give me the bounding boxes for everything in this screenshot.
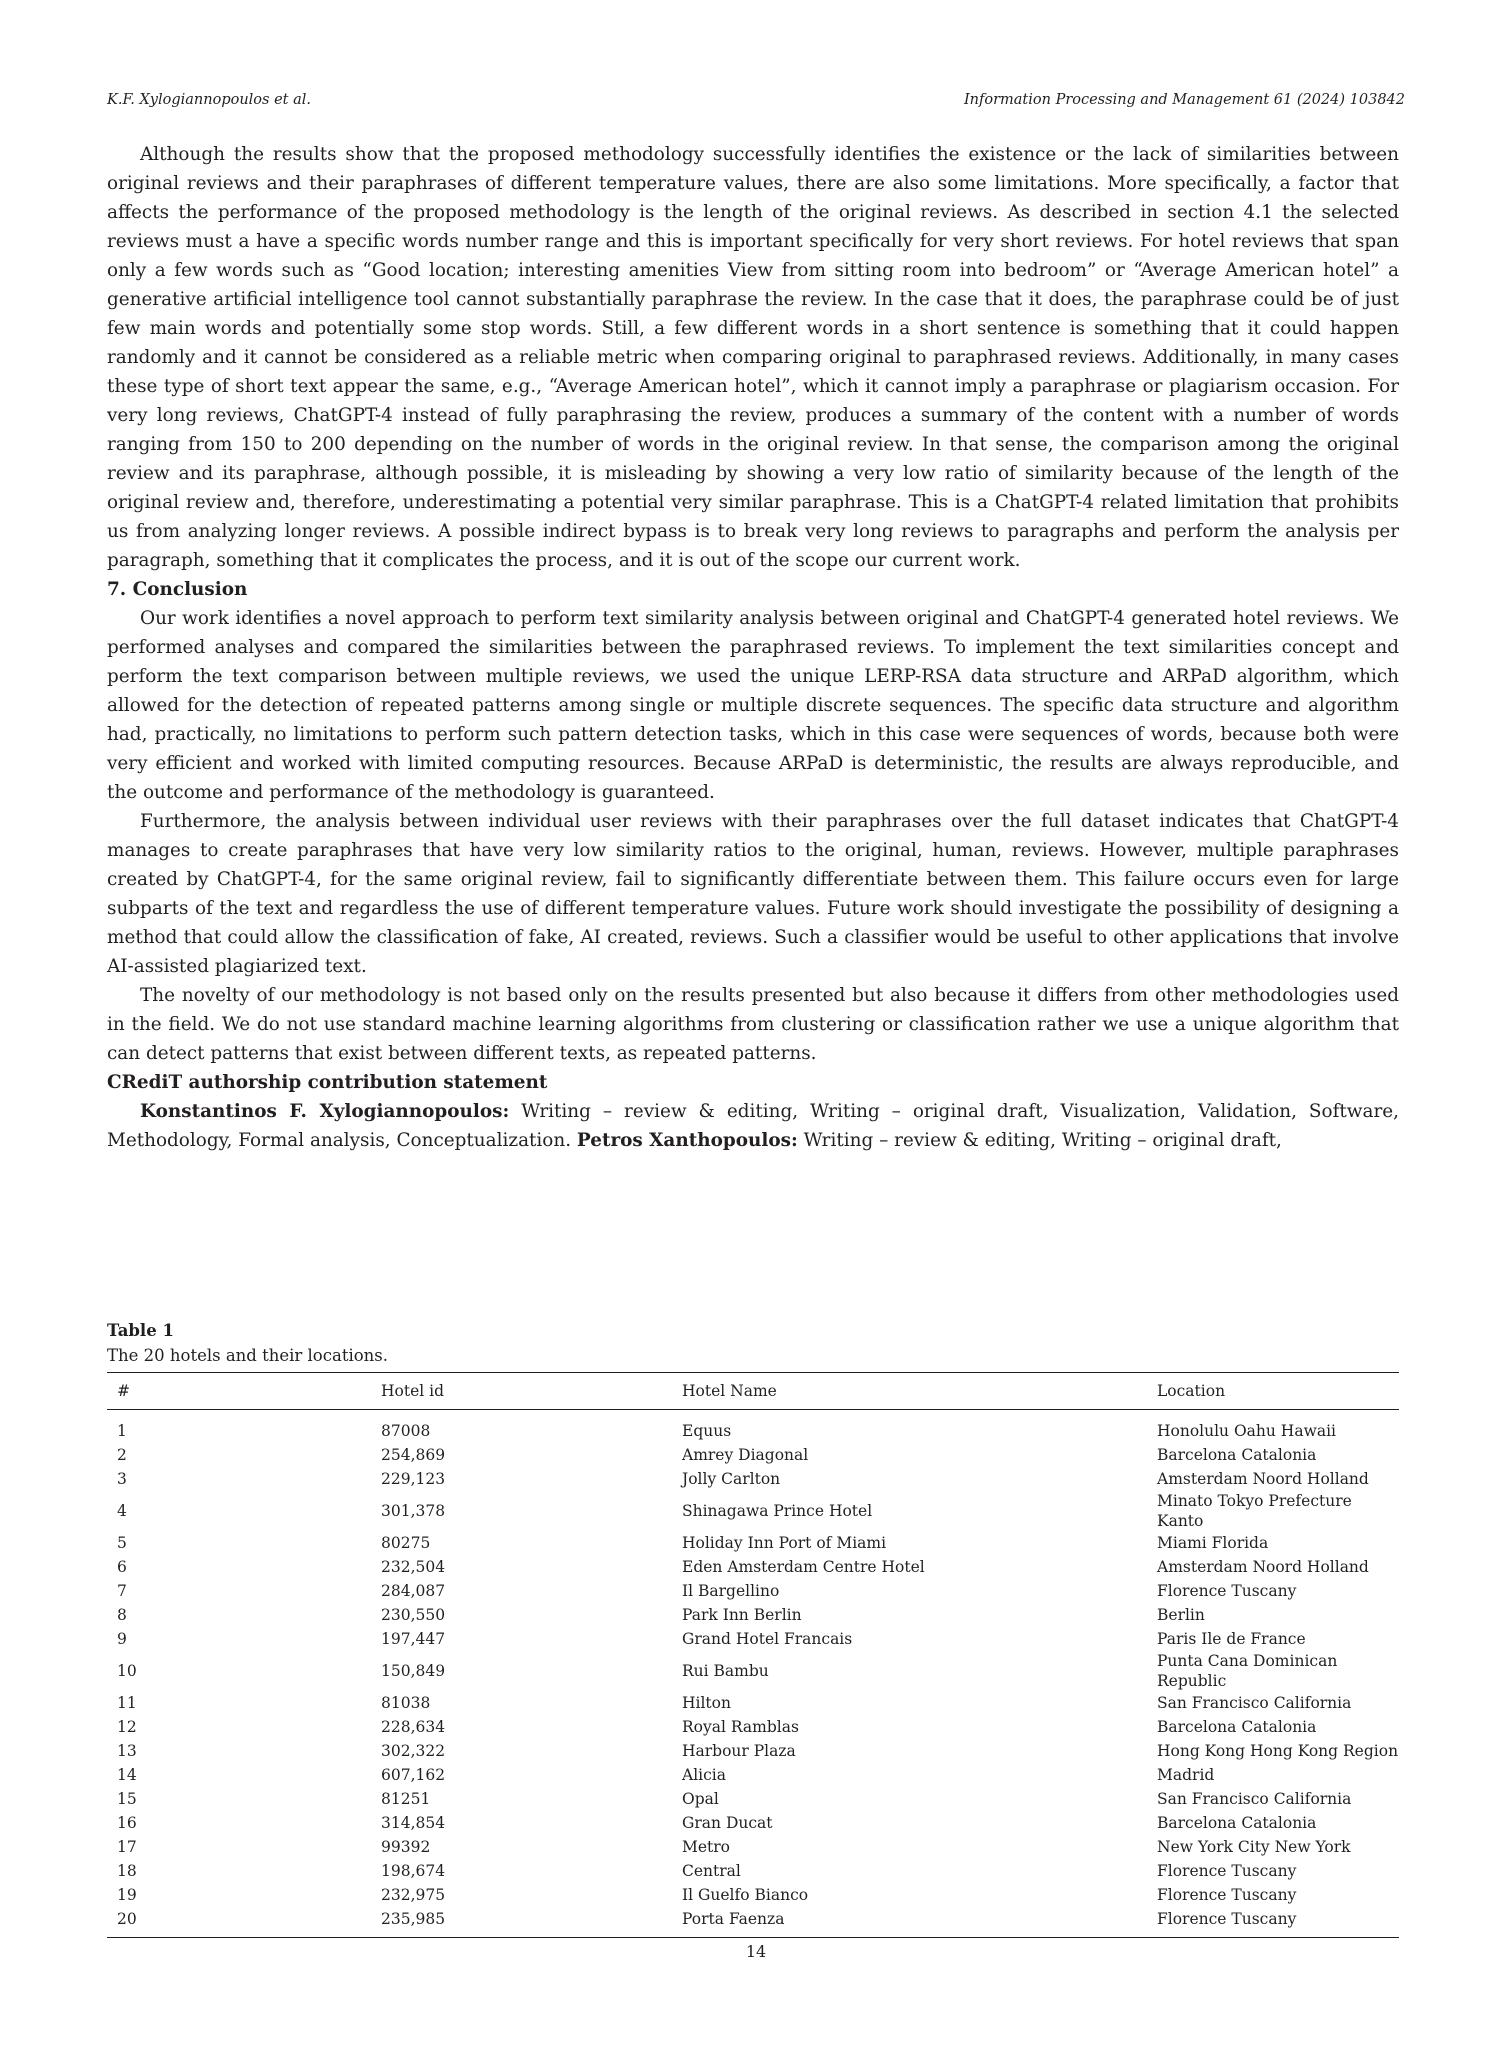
cell-hotel-id: 197,447 xyxy=(381,1630,446,1648)
cell-number: 2 xyxy=(117,1446,127,1464)
cell-location: Florence Tuscany xyxy=(1157,1910,1297,1928)
cell-location: San Francisco California xyxy=(1157,1790,1352,1808)
article-body xyxy=(107,140,1399,1155)
cell-location: Berlin xyxy=(1157,1606,1205,1624)
table-row xyxy=(107,1491,1399,1531)
cell-number: 14 xyxy=(117,1766,137,1784)
cell-hotel-id: 301,378 xyxy=(381,1502,446,1520)
paragraph-limitations: Although the results show that the proposed methodology successfully identifies the existence or the lack of similarities between original reviews and their paraphrases of different temperature values, there are also some limitations. More specifically, a factor that affects the performance of the proposed methodology is the length of the original reviews. As described in section 4.1 the selected reviews must a have a specific words number range and this is important specifically for very short reviews. For hotel reviews that span only a few words such as “Good location; interesting amenities View from sitting room into bedroom” or “Average American hotel” a generative artificial intelligence tool cannot substantially paraphrase the review. In the case that it does, the paraphrase could be of just few main words and potentially some stop words. Still, a few different words in a short sentence is something that it could happen randomly and it cannot be considered as a reliable metric when comparing original to paraphrased reviews. Additionally, in many cases these type of short text appear the same, e.g., “Average American hotel”, which it cannot imply a paraphrase or plagiarism occasion. For very long reviews, ChatGPT-4 instead of fully paraphrasing the review, produces a summary of the content with a number of words ranging from 150 to 200 depending on the number of words in the original review. In that sense, the comparison among the original review and its paraphrase, although possible, it is misleading by showing a very low ratio of similarity because of the length of the original review and, therefore, underestimating a potential very similar paraphrase. This is a ChatGPT-4 related limitation that prohibits us from analyzing longer reviews. A possible indirect bypass is to break very long reviews to paragraphs and perform the analysis per paragraph, something that it complicates the process, and it is out of the scope our current work. xyxy=(107,144,1399,571)
cell-hotel-name: Royal Ramblas xyxy=(682,1718,799,1736)
cell-hotel-name: Amrey Diagonal xyxy=(682,1446,809,1464)
credit-roles-2: Writing – review & editing, Writing – original draft, xyxy=(797,1130,1282,1151)
table-row xyxy=(107,1859,1399,1883)
cell-hotel-id: 607,162 xyxy=(381,1766,446,1784)
cell-location: New York City New York xyxy=(1157,1838,1351,1856)
section-heading-conclusion: 7. Conclusion xyxy=(107,579,248,600)
cell-location: Barcelona Catalonia xyxy=(1157,1718,1317,1736)
cell-number: 19 xyxy=(117,1886,137,1904)
cell-number: 16 xyxy=(117,1814,137,1832)
cell-hotel-id: 314,854 xyxy=(381,1814,446,1832)
cell-hotel-name: Hilton xyxy=(682,1694,731,1712)
cell-hotel-name: Grand Hotel Francais xyxy=(682,1630,853,1648)
column-header-hotel-id: Hotel id xyxy=(381,1382,445,1400)
table-row xyxy=(107,1651,1399,1691)
cell-number: 8 xyxy=(117,1606,127,1624)
cell-location: Honolulu Oahu Hawaii xyxy=(1157,1422,1336,1440)
cell-number: 9 xyxy=(117,1630,127,1648)
page-number: 14 xyxy=(745,1942,767,1961)
cell-hotel-id: 230,550 xyxy=(381,1606,446,1624)
cell-hotel-id: 150,849 xyxy=(381,1662,446,1680)
cell-hotel-name: Metro xyxy=(682,1838,731,1856)
header-authors: K.F. Xylogiannopoulos et al. xyxy=(107,92,311,108)
cell-number: 15 xyxy=(117,1790,137,1808)
paragraph-conclusion-3: The novelty of our methodology is not based only on the results presented but also because it differs from other methodologies used in the field. We do not use standard machine learning algorithms from clustering or classification rather we use a unique algorithm that can detect patterns that exist between different texts, as repeated patterns. xyxy=(107,985,1399,1064)
table-body xyxy=(107,1410,1399,1938)
cell-hotel-id: 81038 xyxy=(381,1694,431,1712)
table-row xyxy=(107,1627,1399,1651)
cell-hotel-name: Il Bargellino xyxy=(682,1582,780,1600)
cell-number: 3 xyxy=(117,1470,127,1488)
cell-number: 4 xyxy=(117,1502,127,1520)
cell-location: Madrid xyxy=(1157,1766,1215,1784)
table-header-row xyxy=(107,1373,1399,1410)
table-row xyxy=(107,1739,1399,1763)
cell-hotel-name: Equus xyxy=(682,1422,732,1440)
section-heading-credit: CRediT authorship contribution statement xyxy=(107,1072,548,1093)
credit-author-1: Konstantinos F. Xylogiannopoulos: xyxy=(140,1101,510,1122)
table-title: Table 1 xyxy=(107,1321,174,1340)
cell-hotel-id: 284,087 xyxy=(381,1582,446,1600)
cell-location: Hong Kong Hong Kong Region xyxy=(1157,1742,1399,1760)
cell-location: Miami Florida xyxy=(1157,1534,1269,1552)
table-row xyxy=(107,1443,1399,1467)
cell-hotel-name: Central xyxy=(682,1862,741,1880)
paragraph-conclusion-1: Our work identifies a novel approach to perform text similarity analysis between original and ChatGPT-4 generated hotel reviews. We performed analyses and compared the similarities between the paraphrased reviews. To implement the text similarities concept and perform the text comparison between multiple reviews, we used the unique LERP-RSA data structure and ARPaD algorithm, which allowed for the detection of repeated patterns among single or multiple discrete sequences. The specific data structure and algorithm had, practically, no limitations to perform such pattern detection tasks, which in this case were sequences of words, because both were very efficient and worked with limited computing resources. Because ARPaD is deterministic, the results are always reproducible, and the outcome and performance of the methodology is guaranteed. xyxy=(107,608,1399,803)
cell-location: Amsterdam Noord Holland xyxy=(1157,1470,1369,1488)
cell-hotel-id: 87008 xyxy=(381,1422,431,1440)
table-caption: The 20 hotels and their locations. xyxy=(107,1346,388,1365)
cell-hotel-name: Harbour Plaza xyxy=(682,1742,796,1760)
cell-location: Florence Tuscany xyxy=(1157,1582,1297,1600)
cell-hotel-id: 302,322 xyxy=(381,1742,446,1760)
cell-hotel-name: Alicia xyxy=(682,1766,726,1784)
cell-hotel-id: 198,674 xyxy=(381,1862,446,1880)
cell-location: Barcelona Catalonia xyxy=(1157,1814,1317,1832)
table-row xyxy=(107,1715,1399,1739)
table-row xyxy=(107,1907,1399,1938)
column-header-number: # xyxy=(117,1382,130,1400)
header-journal: Information Processing and Management 61 (2024) 103842 xyxy=(963,92,1405,108)
paragraph-credit xyxy=(107,1097,1399,1155)
running-header xyxy=(107,92,1405,108)
cell-number: 7 xyxy=(117,1582,127,1600)
table-row xyxy=(107,1763,1399,1787)
cell-hotel-id: 232,975 xyxy=(381,1886,446,1904)
cell-number: 12 xyxy=(117,1718,137,1736)
cell-number: 18 xyxy=(117,1862,137,1880)
credit-author-2: Petros Xanthopoulos: xyxy=(576,1130,798,1151)
cell-hotel-name: Jolly Carlton xyxy=(682,1470,781,1488)
table-row xyxy=(107,1410,1399,1444)
paragraph-conclusion-2: Furthermore, the analysis between individual user reviews with their paraphrases over the full dataset indicates that ChatGPT-4 manages to create paraphrases that have very low similarity ratios to the original, human, reviews. However, multiple paraphrases created by ChatGPT-4, for the same original review, fail to significantly differentiate between them. This failure occurs even for large subparts of the text and regardless the use of different temperature values. Future work should investigate the possibility of designing a method that could allow the classification of fake, AI created, reviews. Such a classifier would be useful to other applications that involve AI-assisted plagiarized text. xyxy=(107,811,1399,977)
cell-hotel-name: Park Inn Berlin xyxy=(682,1606,802,1624)
cell-hotel-name: Rui Bambu xyxy=(682,1662,769,1680)
cell-location: San Francisco California xyxy=(1157,1694,1352,1712)
table-row xyxy=(107,1603,1399,1627)
cell-location: Barcelona Catalonia xyxy=(1157,1446,1317,1464)
table-row xyxy=(107,1787,1399,1811)
cell-location: Paris Ile de France xyxy=(1157,1630,1306,1648)
cell-number: 13 xyxy=(117,1742,137,1760)
hotels-table xyxy=(107,1372,1399,1938)
cell-hotel-id: 99392 xyxy=(381,1838,431,1856)
cell-location: Punta Cana Dominican Republic xyxy=(1157,1652,1338,1690)
cell-location: Florence Tuscany xyxy=(1157,1862,1297,1880)
column-header-location: Location xyxy=(1157,1382,1226,1400)
cell-number: 20 xyxy=(117,1910,137,1928)
cell-hotel-name: Eden Amsterdam Centre Hotel xyxy=(682,1558,925,1576)
cell-number: 6 xyxy=(117,1558,127,1576)
hotels-table-block xyxy=(107,1318,1399,1938)
cell-hotel-name: Il Guelfo Bianco xyxy=(682,1886,809,1904)
cell-hotel-id: 254,869 xyxy=(381,1446,446,1464)
cell-hotel-name: Porta Faenza xyxy=(682,1910,785,1928)
cell-location: Minato Tokyo Prefecture Kanto xyxy=(1157,1492,1352,1530)
table-row xyxy=(107,1811,1399,1835)
table-row xyxy=(107,1467,1399,1491)
cell-hotel-id: 80275 xyxy=(381,1534,431,1552)
table-row xyxy=(107,1579,1399,1603)
cell-number: 17 xyxy=(117,1838,137,1856)
cell-hotel-id: 232,504 xyxy=(381,1558,446,1576)
cell-hotel-name: Opal xyxy=(682,1790,719,1808)
credit-roles-1: Writing – review & editing, Writing – original draft, Visualization, Validation, Software, Methodology, Formal analysis, Conceptualization. xyxy=(107,1101,1400,1151)
cell-hotel-id: 235,985 xyxy=(381,1910,446,1928)
cell-hotel-id: 81251 xyxy=(381,1790,431,1808)
cell-number: 10 xyxy=(117,1662,137,1680)
cell-number: 5 xyxy=(117,1534,127,1552)
cell-hotel-id: 229,123 xyxy=(381,1470,446,1488)
table-row xyxy=(107,1835,1399,1859)
cell-location: Florence Tuscany xyxy=(1157,1886,1297,1904)
column-header-hotel-name: Hotel Name xyxy=(682,1382,777,1400)
cell-hotel-name: Holiday Inn Port of Miami xyxy=(682,1534,887,1552)
cell-hotel-name: Gran Ducat xyxy=(682,1814,773,1832)
table-row xyxy=(107,1531,1399,1555)
table-row xyxy=(107,1883,1399,1907)
cell-number: 11 xyxy=(117,1694,137,1712)
cell-location: Amsterdam Noord Holland xyxy=(1157,1558,1369,1576)
table-row xyxy=(107,1691,1399,1715)
cell-hotel-name: Shinagawa Prince Hotel xyxy=(682,1502,873,1520)
cell-number: 1 xyxy=(117,1422,127,1440)
table-row xyxy=(107,1555,1399,1579)
cell-hotel-id: 228,634 xyxy=(381,1718,446,1736)
